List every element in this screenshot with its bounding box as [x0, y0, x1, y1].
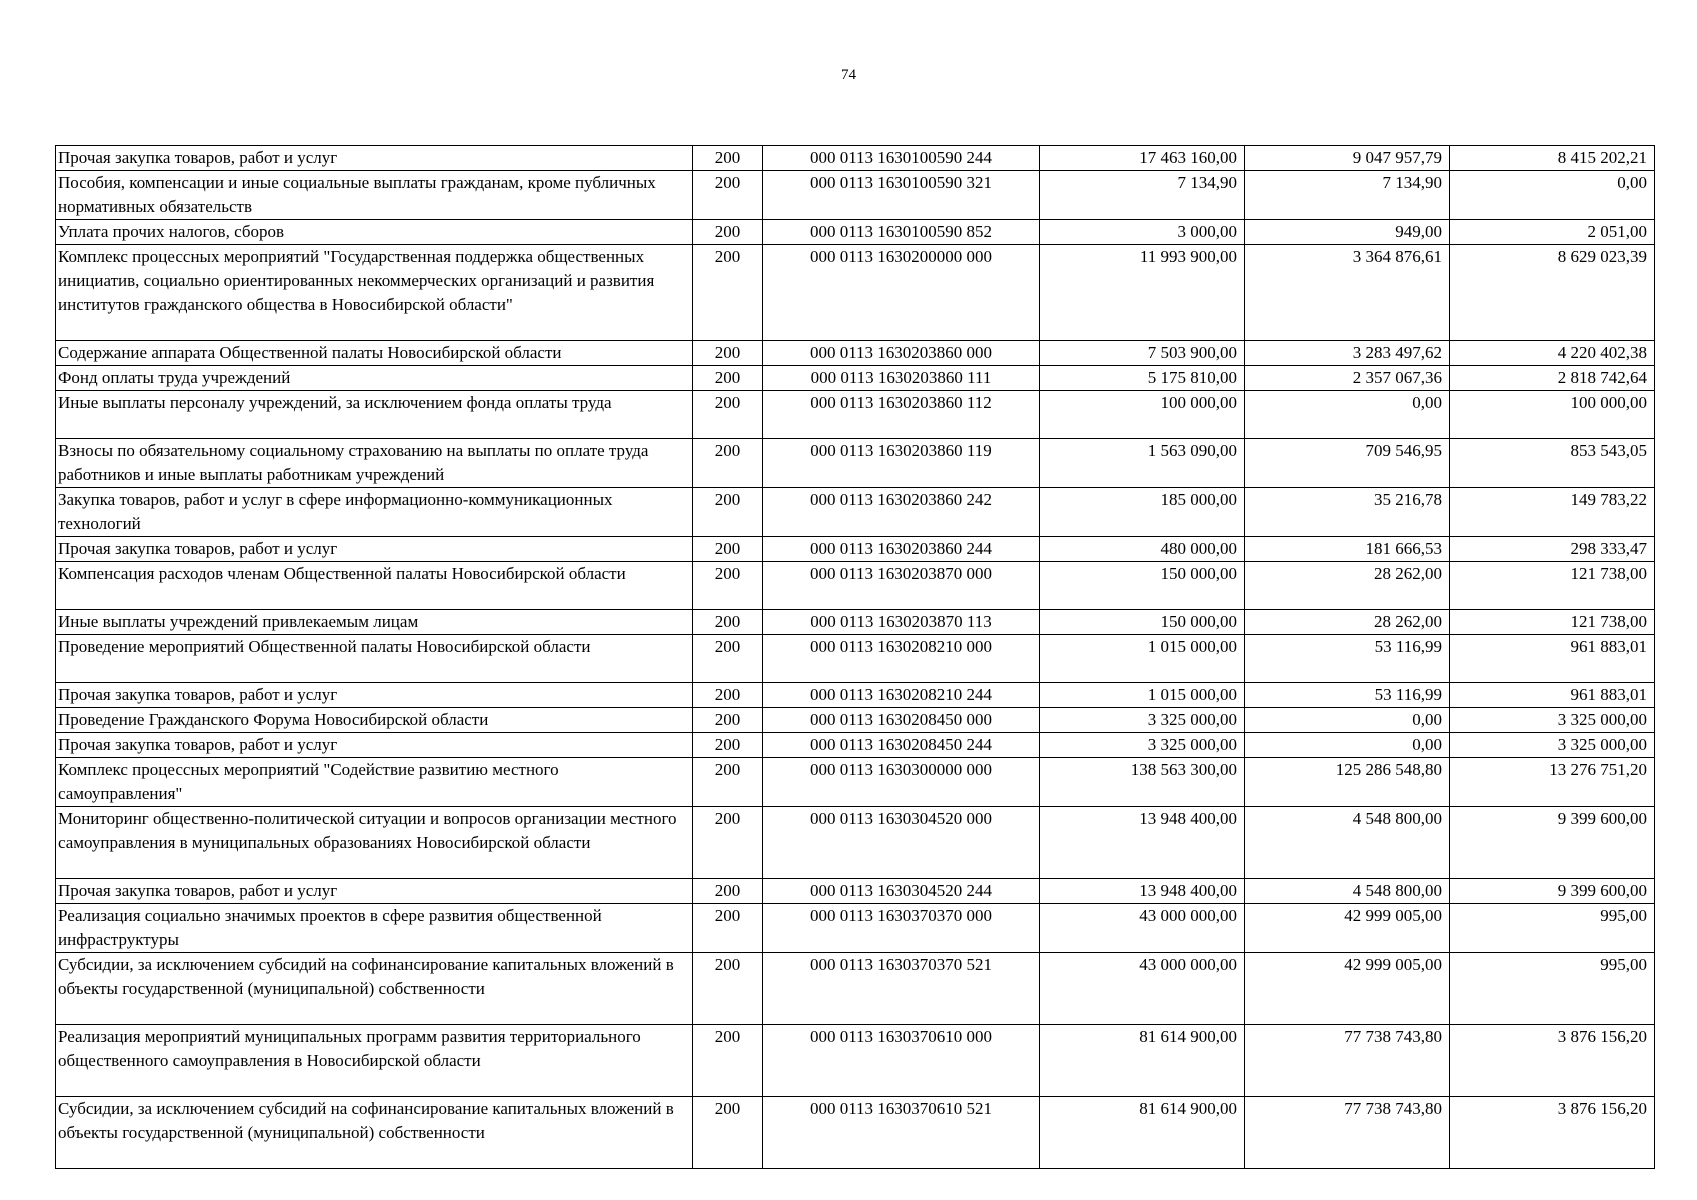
cell-classification-code: 000 0113 1630370610 521 — [763, 1097, 1040, 1169]
cell-line-code: 200 — [693, 635, 763, 683]
cell-executed: 77 738 743,80 — [1245, 1097, 1450, 1169]
cell-executed: 0,00 — [1245, 391, 1450, 439]
table-row — [56, 635, 1655, 683]
table-row — [56, 245, 1655, 341]
cell-name: Компенсация расходов членам Общественной палаты Новосибирской области — [56, 562, 693, 610]
cell-name: Иные выплаты персоналу учреждений, за исключением фонда оплаты труда — [56, 391, 693, 439]
cell-classification-code: 000 0113 1630203860 242 — [763, 488, 1040, 537]
cell-approved: 17 463 160,00 — [1040, 146, 1245, 171]
cell-executed: 0,00 — [1245, 708, 1450, 733]
cell-remaining: 9 399 600,00 — [1450, 807, 1655, 879]
cell-approved: 1 015 000,00 — [1040, 683, 1245, 708]
cell-name: Уплата прочих налогов, сборов — [56, 220, 693, 245]
cell-line-code: 200 — [693, 366, 763, 391]
cell-classification-code: 000 0113 1630100590 321 — [763, 171, 1040, 220]
budget-execution-table — [55, 145, 1655, 1169]
cell-remaining: 100 000,00 — [1450, 391, 1655, 439]
cell-approved: 7 134,90 — [1040, 171, 1245, 220]
cell-name: Пособия, компенсации и иные социальные выплаты гражданам, кроме публичных нормативных обязательств — [56, 171, 693, 220]
cell-remaining: 121 738,00 — [1450, 610, 1655, 635]
cell-approved: 150 000,00 — [1040, 610, 1245, 635]
cell-remaining: 0,00 — [1450, 171, 1655, 220]
cell-line-code: 200 — [693, 391, 763, 439]
cell-remaining: 4 220 402,38 — [1450, 341, 1655, 366]
table-row — [56, 708, 1655, 733]
cell-name: Прочая закупка товаров, работ и услуг — [56, 683, 693, 708]
table-row — [56, 879, 1655, 904]
table-row — [56, 488, 1655, 537]
cell-name: Иные выплаты учреждений привлекаемым лицам — [56, 610, 693, 635]
cell-classification-code: 000 0113 1630370370 521 — [763, 953, 1040, 1025]
cell-classification-code: 000 0113 1630208210 244 — [763, 683, 1040, 708]
cell-classification-code: 000 0113 1630203860 244 — [763, 537, 1040, 562]
table-row — [56, 439, 1655, 488]
table-row — [56, 758, 1655, 807]
cell-line-code: 200 — [693, 807, 763, 879]
cell-executed: 42 999 005,00 — [1245, 953, 1450, 1025]
cell-approved: 43 000 000,00 — [1040, 904, 1245, 953]
cell-classification-code: 000 0113 1630370610 000 — [763, 1025, 1040, 1097]
cell-executed: 4 548 800,00 — [1245, 879, 1450, 904]
cell-approved: 13 948 400,00 — [1040, 807, 1245, 879]
cell-approved: 3 325 000,00 — [1040, 733, 1245, 758]
cell-remaining: 8 415 202,21 — [1450, 146, 1655, 171]
cell-line-code: 200 — [693, 341, 763, 366]
cell-name: Субсидии, за исключением субсидий на софинансирование капитальных вложений в объекты государственной (муниципальной) собственности — [56, 1097, 693, 1169]
table-row — [56, 366, 1655, 391]
table-row — [56, 146, 1655, 171]
cell-executed: 28 262,00 — [1245, 562, 1450, 610]
cell-line-code: 200 — [693, 904, 763, 953]
cell-classification-code: 000 0113 1630203870 113 — [763, 610, 1040, 635]
cell-line-code: 200 — [693, 146, 763, 171]
cell-name: Комплекс процессных мероприятий "Государственная поддержка общественных инициатив, социально ориентированных некоммерческих организаций и развития институтов гражданского общества в Новосибирской области" — [56, 245, 693, 341]
cell-remaining: 995,00 — [1450, 953, 1655, 1025]
cell-classification-code: 000 0113 1630300000 000 — [763, 758, 1040, 807]
cell-executed: 4 548 800,00 — [1245, 807, 1450, 879]
cell-approved: 185 000,00 — [1040, 488, 1245, 537]
cell-remaining: 853 543,05 — [1450, 439, 1655, 488]
cell-executed: 53 116,99 — [1245, 683, 1450, 708]
cell-executed: 181 666,53 — [1245, 537, 1450, 562]
table-row — [56, 610, 1655, 635]
cell-name: Прочая закупка товаров, работ и услуг — [56, 733, 693, 758]
cell-classification-code: 000 0113 1630203870 000 — [763, 562, 1040, 610]
cell-remaining: 2 818 742,64 — [1450, 366, 1655, 391]
cell-remaining: 298 333,47 — [1450, 537, 1655, 562]
cell-approved: 3 325 000,00 — [1040, 708, 1245, 733]
cell-executed: 9 047 957,79 — [1245, 146, 1450, 171]
cell-executed: 709 546,95 — [1245, 439, 1450, 488]
cell-classification-code: 000 0113 1630208450 000 — [763, 708, 1040, 733]
cell-line-code: 200 — [693, 708, 763, 733]
table-row — [56, 220, 1655, 245]
cell-remaining: 961 883,01 — [1450, 683, 1655, 708]
cell-line-code: 200 — [693, 733, 763, 758]
cell-remaining: 995,00 — [1450, 904, 1655, 953]
cell-executed: 7 134,90 — [1245, 171, 1450, 220]
cell-approved: 81 614 900,00 — [1040, 1025, 1245, 1097]
cell-line-code: 200 — [693, 537, 763, 562]
cell-classification-code: 000 0113 1630370370 000 — [763, 904, 1040, 953]
cell-executed: 28 262,00 — [1245, 610, 1450, 635]
cell-line-code: 200 — [693, 220, 763, 245]
table-row — [56, 562, 1655, 610]
cell-approved: 1 563 090,00 — [1040, 439, 1245, 488]
cell-name: Прочая закупка товаров, работ и услуг — [56, 879, 693, 904]
cell-classification-code: 000 0113 1630203860 000 — [763, 341, 1040, 366]
cell-remaining: 3 876 156,20 — [1450, 1025, 1655, 1097]
cell-classification-code: 000 0113 1630208450 244 — [763, 733, 1040, 758]
cell-name: Прочая закупка товаров, работ и услуг — [56, 537, 693, 562]
cell-executed: 125 286 548,80 — [1245, 758, 1450, 807]
cell-remaining: 121 738,00 — [1450, 562, 1655, 610]
table-row — [56, 171, 1655, 220]
cell-executed: 35 216,78 — [1245, 488, 1450, 537]
cell-approved: 81 614 900,00 — [1040, 1097, 1245, 1169]
cell-remaining: 8 629 023,39 — [1450, 245, 1655, 341]
cell-name: Прочая закупка товаров, работ и услуг — [56, 146, 693, 171]
page-number: 74 — [841, 67, 856, 83]
table-row — [56, 1097, 1655, 1169]
cell-name: Содержание аппарата Общественной палаты Новосибирской области — [56, 341, 693, 366]
cell-name: Фонд оплаты труда учреждений — [56, 366, 693, 391]
cell-remaining: 3 325 000,00 — [1450, 733, 1655, 758]
cell-executed: 2 357 067,36 — [1245, 366, 1450, 391]
cell-line-code: 200 — [693, 245, 763, 341]
cell-name: Реализация социально значимых проектов в сфере развития общественной инфраструктуры — [56, 904, 693, 953]
cell-remaining: 3 876 156,20 — [1450, 1097, 1655, 1169]
cell-classification-code: 000 0113 1630304520 000 — [763, 807, 1040, 879]
cell-line-code: 200 — [693, 683, 763, 708]
cell-line-code: 200 — [693, 439, 763, 488]
cell-classification-code: 000 0113 1630203860 112 — [763, 391, 1040, 439]
cell-name: Реализация мероприятий муниципальных программ развития территориального общественного самоуправления в Новосибирской области — [56, 1025, 693, 1097]
cell-approved: 11 993 900,00 — [1040, 245, 1245, 341]
cell-name: Субсидии, за исключением субсидий на софинансирование капитальных вложений в объекты государственной (муниципальной) собственности — [56, 953, 693, 1025]
table-row — [56, 537, 1655, 562]
cell-name: Взносы по обязательному социальному страхованию на выплаты по оплате труда работников и иные выплаты работникам учреждений — [56, 439, 693, 488]
table-row — [56, 807, 1655, 879]
cell-executed: 42 999 005,00 — [1245, 904, 1450, 953]
cell-remaining: 149 783,22 — [1450, 488, 1655, 537]
cell-name: Мониторинг общественно-политической ситуации и вопросов организации местного самоуправления в муниципальных образованиях Новосибирской области — [56, 807, 693, 879]
cell-line-code: 200 — [693, 1097, 763, 1169]
cell-line-code: 200 — [693, 488, 763, 537]
cell-approved: 138 563 300,00 — [1040, 758, 1245, 807]
cell-name: Проведение мероприятий Общественной палаты Новосибирской области — [56, 635, 693, 683]
cell-classification-code: 000 0113 1630203860 111 — [763, 366, 1040, 391]
cell-executed: 3 283 497,62 — [1245, 341, 1450, 366]
table-row — [56, 904, 1655, 953]
cell-remaining: 2 051,00 — [1450, 220, 1655, 245]
cell-executed: 949,00 — [1245, 220, 1450, 245]
cell-approved: 3 000,00 — [1040, 220, 1245, 245]
cell-line-code: 200 — [693, 758, 763, 807]
cell-remaining: 961 883,01 — [1450, 635, 1655, 683]
cell-executed: 0,00 — [1245, 733, 1450, 758]
cell-line-code: 200 — [693, 610, 763, 635]
cell-name: Проведение Гражданского Форума Новосибирской области — [56, 708, 693, 733]
cell-approved: 480 000,00 — [1040, 537, 1245, 562]
cell-classification-code: 000 0113 1630200000 000 — [763, 245, 1040, 341]
cell-executed: 3 364 876,61 — [1245, 245, 1450, 341]
cell-classification-code: 000 0113 1630100590 244 — [763, 146, 1040, 171]
cell-classification-code: 000 0113 1630100590 852 — [763, 220, 1040, 245]
cell-classification-code: 000 0113 1630304520 244 — [763, 879, 1040, 904]
cell-name: Закупка товаров, работ и услуг в сфере информационно-коммуникационных технологий — [56, 488, 693, 537]
cell-remaining: 13 276 751,20 — [1450, 758, 1655, 807]
table-row — [56, 683, 1655, 708]
table-row — [56, 733, 1655, 758]
cell-approved: 7 503 900,00 — [1040, 341, 1245, 366]
table-row — [56, 953, 1655, 1025]
table-row — [56, 341, 1655, 366]
cell-executed: 53 116,99 — [1245, 635, 1450, 683]
cell-approved: 13 948 400,00 — [1040, 879, 1245, 904]
cell-line-code: 200 — [693, 879, 763, 904]
table-row — [56, 391, 1655, 439]
cell-line-code: 200 — [693, 171, 763, 220]
cell-name: Комплекс процессных мероприятий "Содействие развитию местного самоуправления" — [56, 758, 693, 807]
cell-approved: 43 000 000,00 — [1040, 953, 1245, 1025]
table-body — [56, 146, 1655, 1169]
cell-line-code: 200 — [693, 1025, 763, 1097]
cell-line-code: 200 — [693, 562, 763, 610]
cell-classification-code: 000 0113 1630203860 119 — [763, 439, 1040, 488]
cell-executed: 77 738 743,80 — [1245, 1025, 1450, 1097]
cell-line-code: 200 — [693, 953, 763, 1025]
cell-classification-code: 000 0113 1630208210 000 — [763, 635, 1040, 683]
cell-approved: 150 000,00 — [1040, 562, 1245, 610]
cell-approved: 100 000,00 — [1040, 391, 1245, 439]
cell-remaining: 3 325 000,00 — [1450, 708, 1655, 733]
cell-remaining: 9 399 600,00 — [1450, 879, 1655, 904]
table-row — [56, 1025, 1655, 1097]
cell-approved: 1 015 000,00 — [1040, 635, 1245, 683]
cell-approved: 5 175 810,00 — [1040, 366, 1245, 391]
